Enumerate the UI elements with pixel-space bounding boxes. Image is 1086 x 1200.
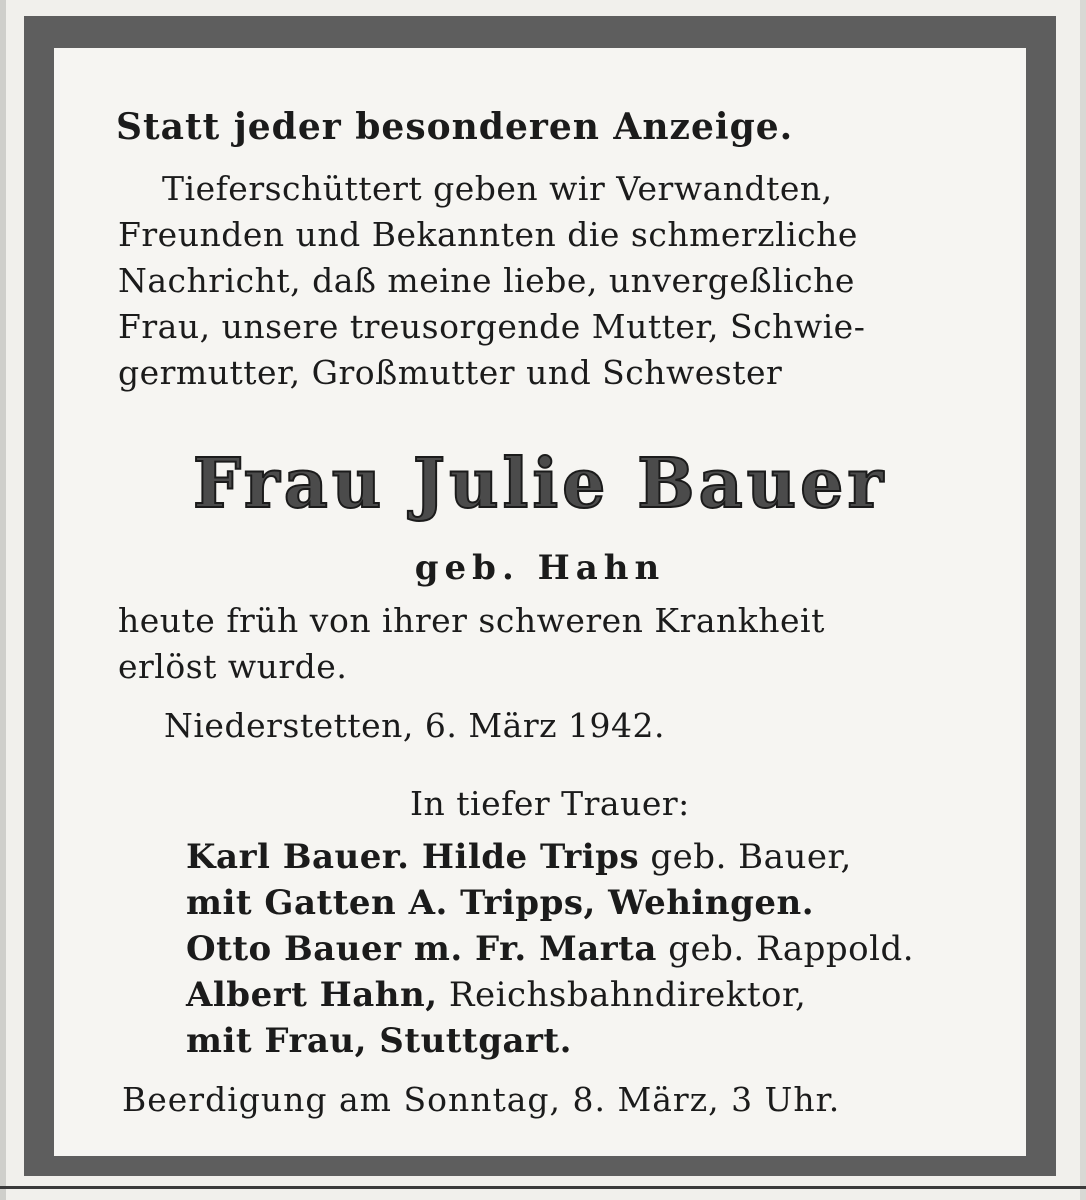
mourner-line xyxy=(186,926,914,972)
intro-paragraph xyxy=(118,166,1018,396)
mourner-normal: Reichsbahndirektor, xyxy=(437,975,807,1015)
outcome-line: heute früh von ihrer schweren Krankheit xyxy=(118,601,825,640)
intro-line: Frau, unsere treusorgende Mutter, Schwie- xyxy=(118,307,866,346)
bottom-rule xyxy=(0,1186,1086,1189)
intro-line: Freunden und Bekannten die schmerzliche xyxy=(118,215,858,254)
mourner-line xyxy=(186,1018,914,1064)
notice-header: Statt jeder besonderen Anzeige. xyxy=(116,106,794,148)
intro-line: Nachricht, daß meine liebe, unvergeßliche xyxy=(118,261,855,300)
maiden-name: geb. Hahn xyxy=(414,548,666,588)
notice-panel xyxy=(54,48,1026,1156)
intro-line: Tieferschüttert geben wir Verwandten, xyxy=(162,169,833,208)
mourner-bold: Karl Bauer. Hilde Trips xyxy=(186,837,640,877)
mourning-heading: In tiefer Trauer: xyxy=(410,784,690,823)
mourners-list xyxy=(186,834,914,1064)
outcome-line: erlöst wurde. xyxy=(118,647,348,686)
deceased-name: Frau Julie Bauer xyxy=(192,444,888,524)
outcome-paragraph xyxy=(118,598,825,690)
mourning-border xyxy=(24,16,1056,1176)
page-edge-right xyxy=(1080,0,1086,1200)
mourner-bold: Otto Bauer m. Fr. Marta xyxy=(186,929,657,969)
place-date: Niederstetten, 6. März 1942. xyxy=(164,706,665,745)
mourner-bold: Albert Hahn, xyxy=(186,975,438,1015)
mourner-line xyxy=(186,880,914,926)
intro-line: germutter, Großmutter und Schwester xyxy=(118,353,783,392)
page-edge-left xyxy=(0,0,6,1200)
mourner-line xyxy=(186,834,914,880)
mourner-normal: geb. Bauer, xyxy=(639,837,852,877)
mourner-normal: geb. Rappold. xyxy=(656,929,915,969)
mourner-bold: mit Frau, Stuttgart. xyxy=(186,1021,572,1061)
burial-notice: Beerdigung am Sonntag, 8. März, 3 Uhr. xyxy=(122,1080,841,1119)
mourner-line xyxy=(186,972,914,1018)
mourner-bold: mit Gatten A. Tripps, Wehingen. xyxy=(186,883,815,923)
